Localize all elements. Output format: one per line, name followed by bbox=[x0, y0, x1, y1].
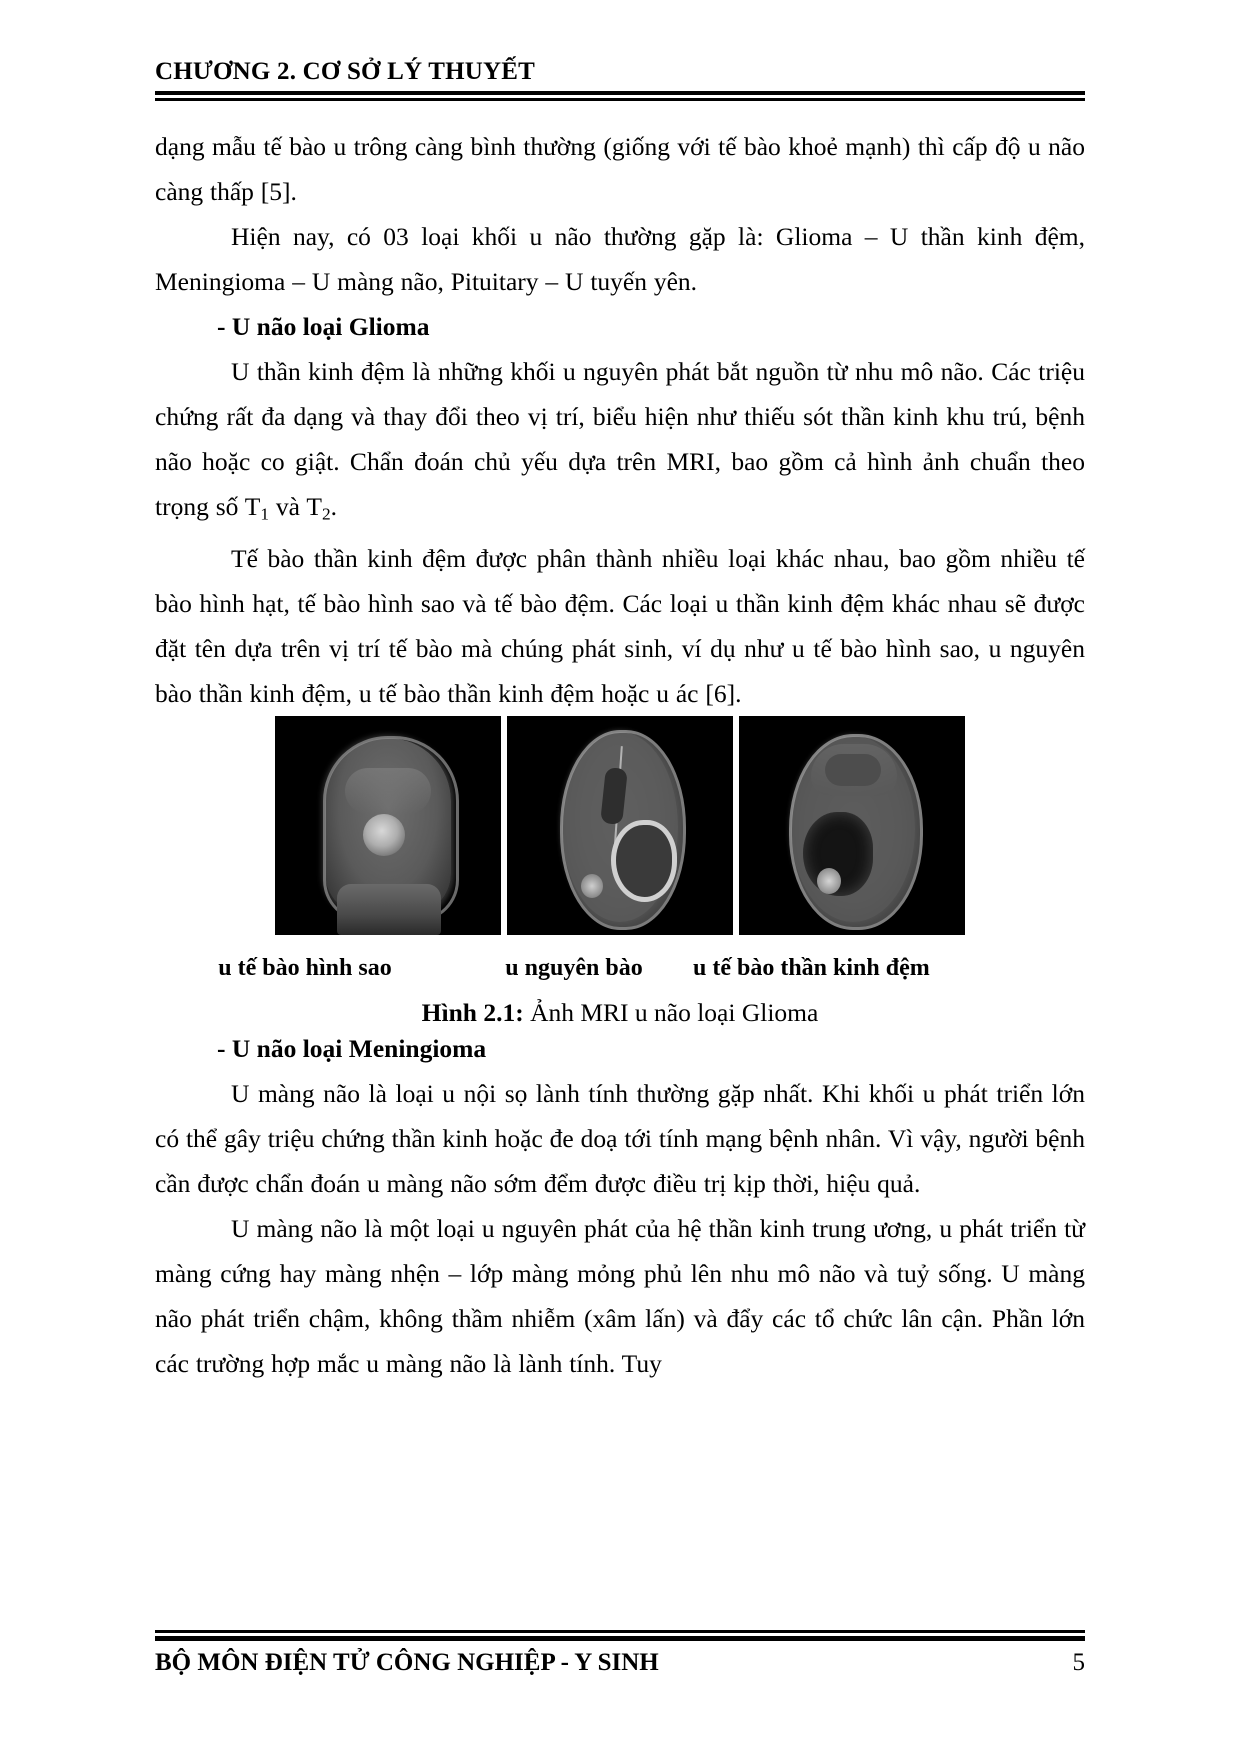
footer-divider bbox=[155, 1630, 1085, 1641]
enhancing-focus bbox=[817, 868, 841, 894]
subheading-meningioma: - U não loại Meningioma bbox=[217, 1034, 487, 1063]
mri-scan-glioblastoma bbox=[507, 716, 733, 935]
page-body-lower bbox=[155, 1026, 1085, 1386]
chapter-title: CHƯƠNG 2. CƠ SỞ LÝ THUYẾT bbox=[155, 58, 536, 85]
ring-enhancing-tumor bbox=[611, 820, 677, 902]
figure-caption-text: Ảnh MRI u não loại Glioma bbox=[523, 997, 819, 1027]
footer-content bbox=[155, 1649, 1085, 1677]
paragraph-glioma-part-a: U thần kinh đệm là những khối u nguyên phát bắt nguồn từ nhu mô não. Các triệu chứng rất đa dạng và thay đổi theo vị trí, biểu hiện như thiếu sót thần kinh khu trú, bệnh não hoặc co giật. Chẩn đoán chủ yếu dựa trên MRI, bao gồm cả hình ảnh chuẩn theo trọng số T bbox=[155, 357, 1085, 521]
mri-caption-row bbox=[155, 954, 1085, 983]
paragraph-glial-cell-types: Tế bào thần kinh đệm được phân thành nhiều loại khác nhau, bao gồm nhiều tế bào hình hạt, tế bào hình sao và tế bào đệm. Các loại u thần kinh đệm khác nhau sẽ được đặt tên dựa trên vị trí tế bào mà chúng phát sinh, ví dụ như u tế bào hình sao, u nguyên bào thần kinh đệm, u tế bào thần kinh đệm hoặc u ác [6]. bbox=[155, 544, 1085, 709]
paragraph-meningioma-intro: U màng não là loại u nội sọ lành tính thường gặp nhất. Khi khối u phát triển lớn có thể gây triệu chứng thần kinh hoặc đe doạ tới tính mạng bệnh nhân. Vì vậy, người bệnh cần được chẩn đoán u màng não sớm đểm được điều trị kịp thời, hiệu quả. bbox=[155, 1079, 1085, 1198]
page-footer bbox=[155, 1630, 1085, 1677]
footer-department: BỘ MÔN ĐIỆN TỬ CÔNG NGHIỆP - Y SINH bbox=[155, 1649, 659, 1676]
header-divider bbox=[155, 91, 1085, 101]
paragraph-tumor-types: Hiện nay, có 03 loại khối u não thường gặp là: Glioma – U thần kinh đệm, Meningioma – U màng não, Pituitary – U tuyến yên. bbox=[155, 222, 1085, 296]
page-number: 5 bbox=[1072, 1649, 1085, 1676]
mri-caption-1: u tế bào hình sao bbox=[218, 955, 392, 981]
paragraph-glioma-part-c: . bbox=[330, 492, 338, 521]
neck-tissue bbox=[337, 884, 441, 935]
mri-caption-3: u tế bào thần kinh đệm bbox=[693, 955, 930, 981]
t2-subscript: 2 bbox=[321, 504, 331, 524]
footer-divider-thick bbox=[155, 1636, 1085, 1641]
paragraph-meningioma-detail: U màng não là một loại u nguyên phát của hệ thần kinh trung ương, u phát triển từ màng cứng hay màng nhện – lớp màng mỏng phủ lên nhu mô não và tuỷ sống. U màng não phát triển chậm, không thầm nhiễm (xâm lấn) và đẩy các tổ chức lân cận. Phần lớn các trường hợp mắc u màng não là lành tính. Tuy bbox=[155, 1214, 1085, 1378]
mri-image-row bbox=[155, 716, 1085, 935]
subheading-glioma: - U não loại Glioma bbox=[217, 312, 430, 341]
figure-caption-label: Hình 2.1: bbox=[421, 997, 524, 1027]
t1-subscript: 1 bbox=[260, 504, 270, 524]
header-divider-thin bbox=[155, 98, 1085, 101]
page-body-upper bbox=[155, 124, 1085, 716]
paragraph-glioma-description bbox=[155, 349, 1085, 536]
tumor-lesion bbox=[363, 814, 405, 856]
mri-scan-glioma bbox=[739, 716, 965, 935]
mri-scan-astrocytoma bbox=[275, 716, 501, 935]
figure-2-1 bbox=[155, 716, 1085, 1029]
paragraph-glioma-part-b: và T bbox=[269, 492, 322, 521]
page-header bbox=[155, 58, 1085, 101]
secondary-lesion bbox=[581, 874, 603, 898]
mri-caption-2: u nguyên bào bbox=[505, 955, 643, 981]
paragraph-continuation: dạng mẫu tế bào u trông càng bình thường (giống với tế bào khoẻ mạnh) thì cấp độ u não càng thấp [5]. bbox=[155, 132, 1085, 206]
figure-caption bbox=[155, 997, 1085, 1029]
